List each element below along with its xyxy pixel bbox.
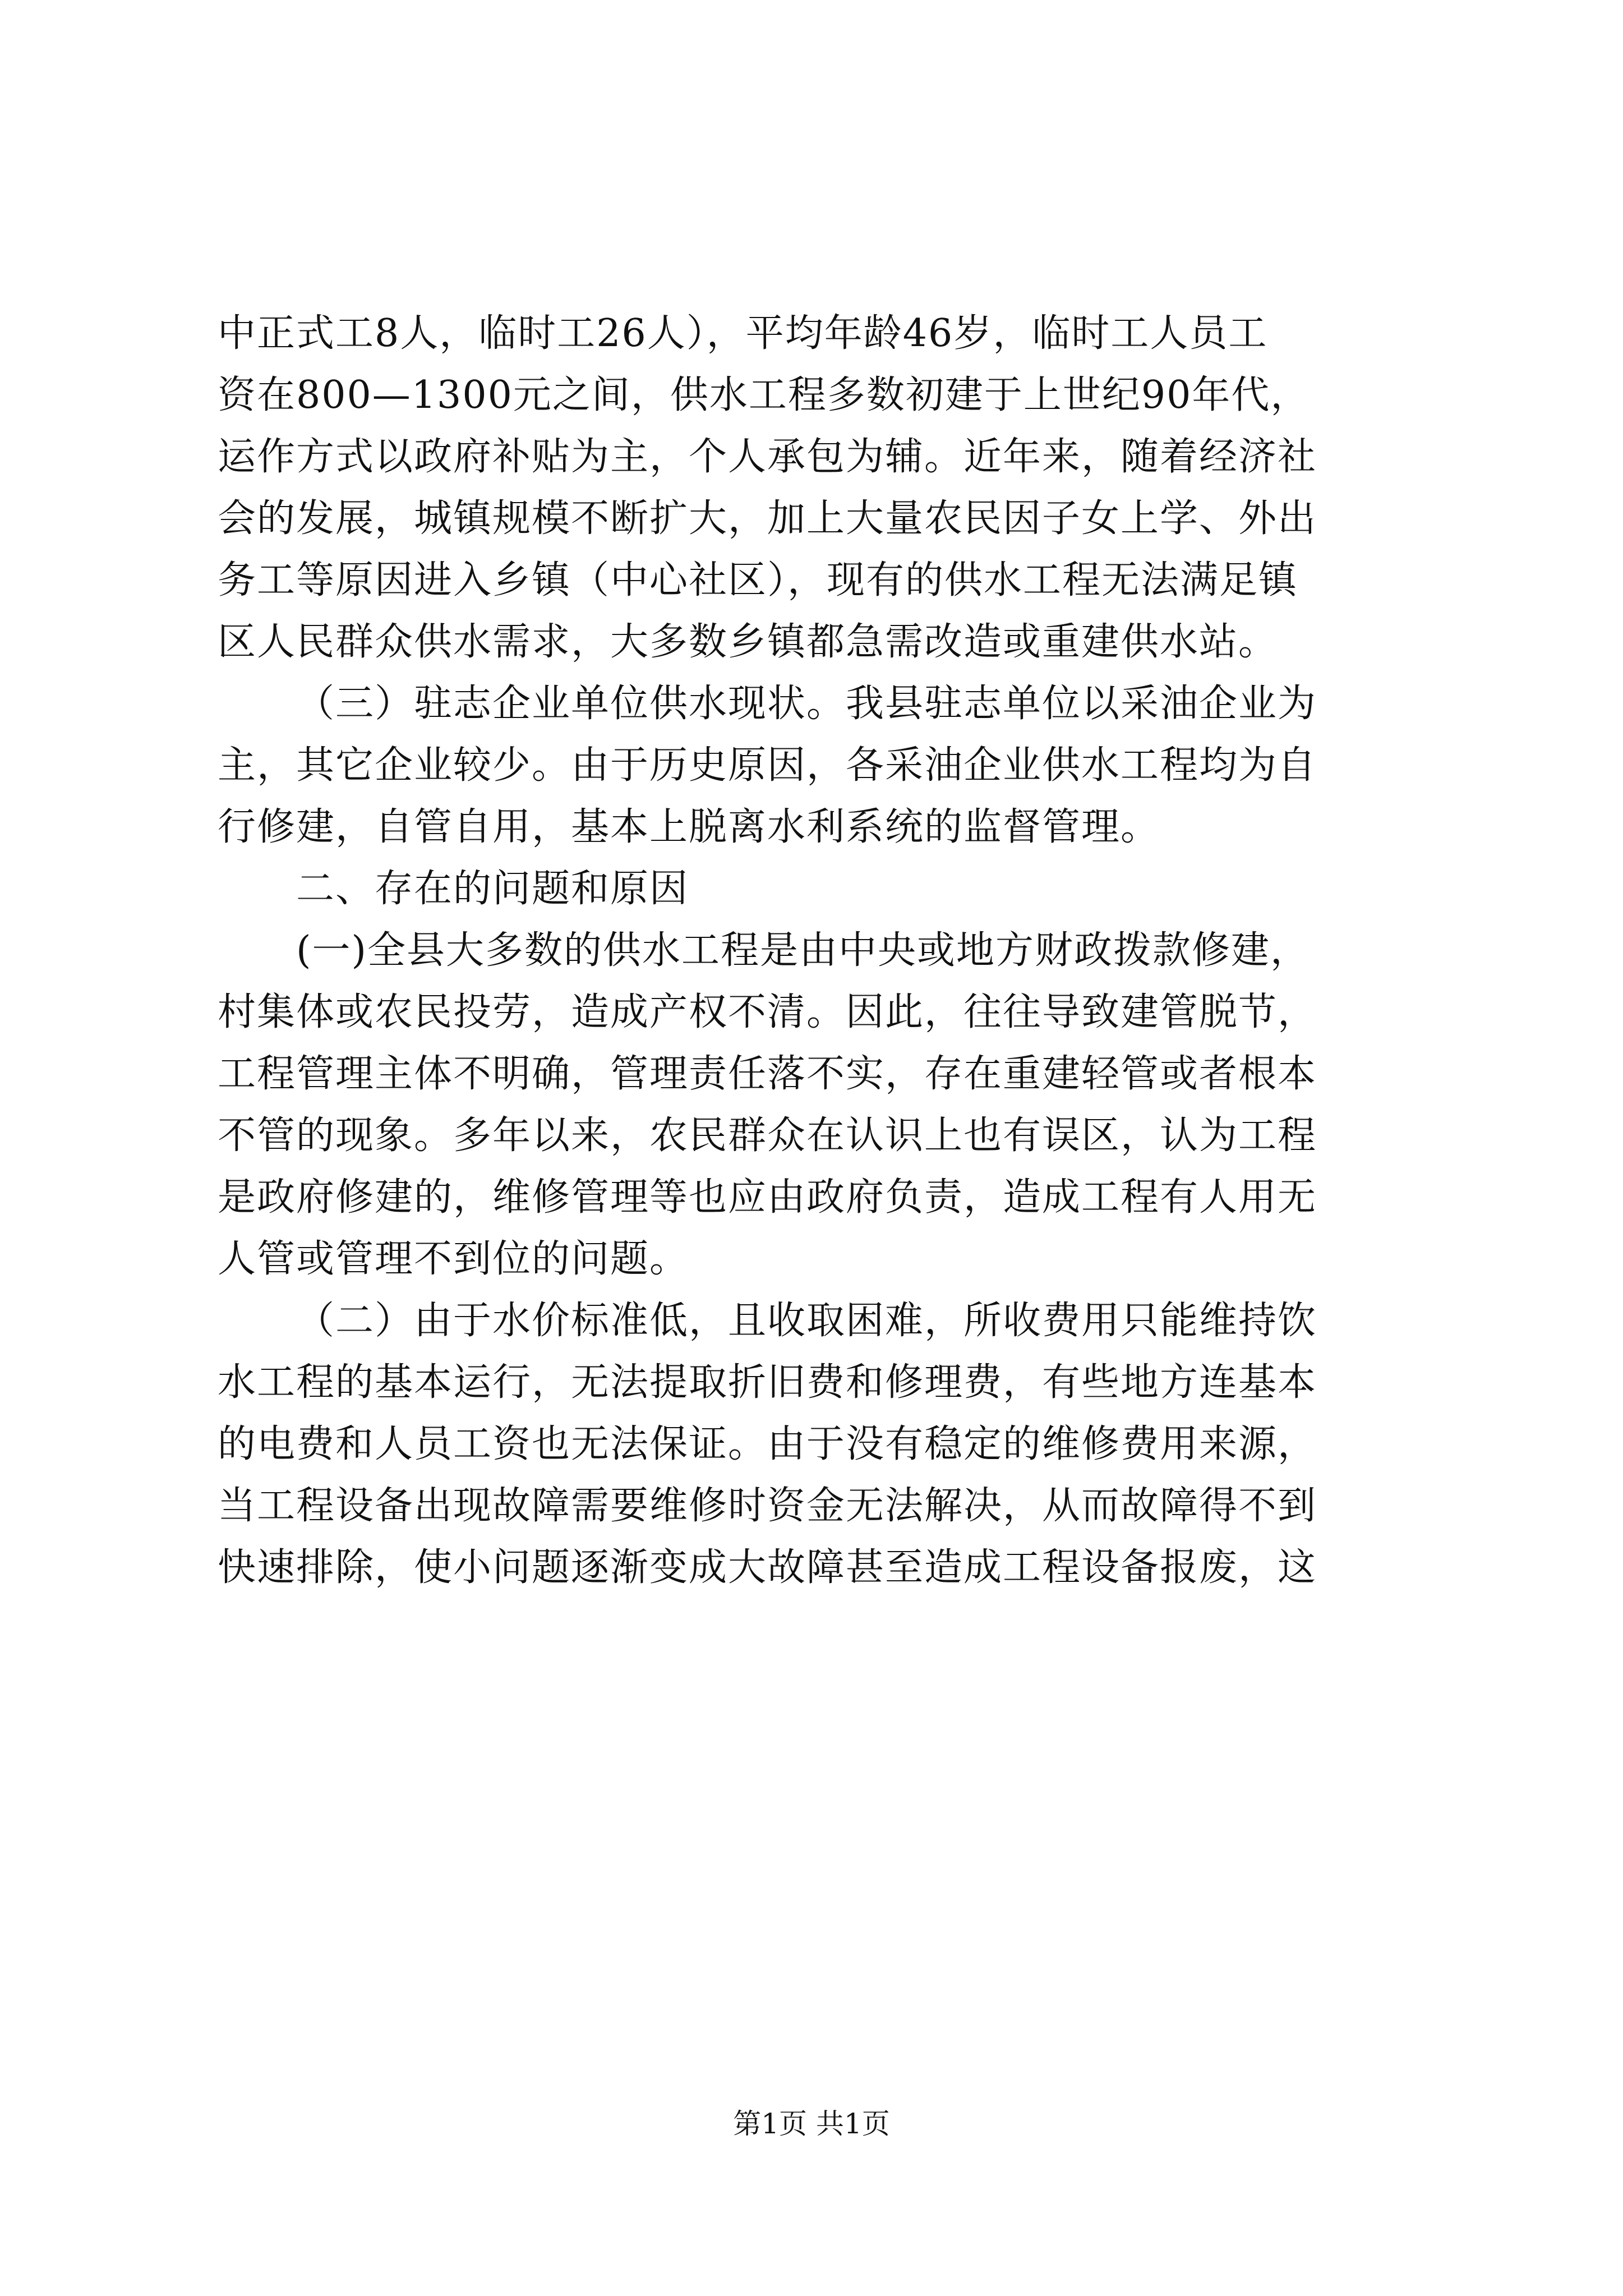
text-line-12: 村集体或农民投劳，造成产权不清。因此，往往导致建管脱节， [218,990,1317,1034]
page-number-footer: 第1页 共1页 [733,2108,890,2140]
text-line-4: 会的发展，城镇规模不断扩大，加上大量农民因子女上学、外出 [218,496,1317,541]
text-line-13: 工程管理主体不明确，管理责任落不实，存在重建轻管或者根本 [218,1052,1317,1096]
text-line-14: 不管的现象。多年以来，农民群众在认识上也有误区，认为工程 [218,1114,1317,1158]
text-line-8: 主，其它企业较少。由于历史原因，各采油企业供水工程均为自 [218,743,1317,788]
text-line-19: 的电费和人员工资也无法保证。由于没有稳定的维修费用来源， [218,1422,1317,1466]
text-line-3: 运作方式以政府补贴为主，个人承包为辅。近年来，随着经济社 [218,435,1317,479]
text-line-16: 人管或管理不到位的问题。 [218,1237,689,1281]
paragraph-start-section-3: （三）驻志企业单位供水现状。我县驻志单位以采油企业为 [296,682,1317,726]
paragraph-start-item-2: （二）由于水价标准低，且收取困难，所收费用只能维持饮 [296,1299,1317,1343]
text-line-5: 务工等原因进入乡镇（中心社区），现有的供水工程无法满足镇 [218,558,1298,602]
text-line-20: 当工程设备出现故障需要维修时资金无法解决，从而故障得不到 [218,1484,1317,1528]
text-line-21: 快速排除，使小问题逐渐变成大故障甚至造成工程设备报废，这 [218,1545,1317,1590]
text-line-6: 区人民群众供水需求，大多数乡镇都急需改造或重建供水站。 [218,620,1278,664]
text-line-18: 水工程的基本运行，无法提取折旧费和修理费，有些地方连基本 [218,1360,1317,1405]
body-text [218,303,1423,1599]
text-line-9: 行修建，自管自用，基本上脱离水利系统的监督管理。 [218,805,1160,849]
text-line-15: 是政府修建的，维修管理等也应由政府负责，造成工程有人用无 [218,1175,1317,1220]
text-line-2: 资在800—1300元之间，供水工程多数初建于上世纪90年代， [218,373,1310,417]
text-line-1: 中正式工8人，临时工26人），平均年龄46岁，临时工人员工 [218,311,1268,356]
paragraph-start-item-1: (一)全县大多数的供水工程是由中央或地方财政拨款修建， [296,928,1310,973]
section-heading: 二、存在的问题和原因 [296,867,689,911]
